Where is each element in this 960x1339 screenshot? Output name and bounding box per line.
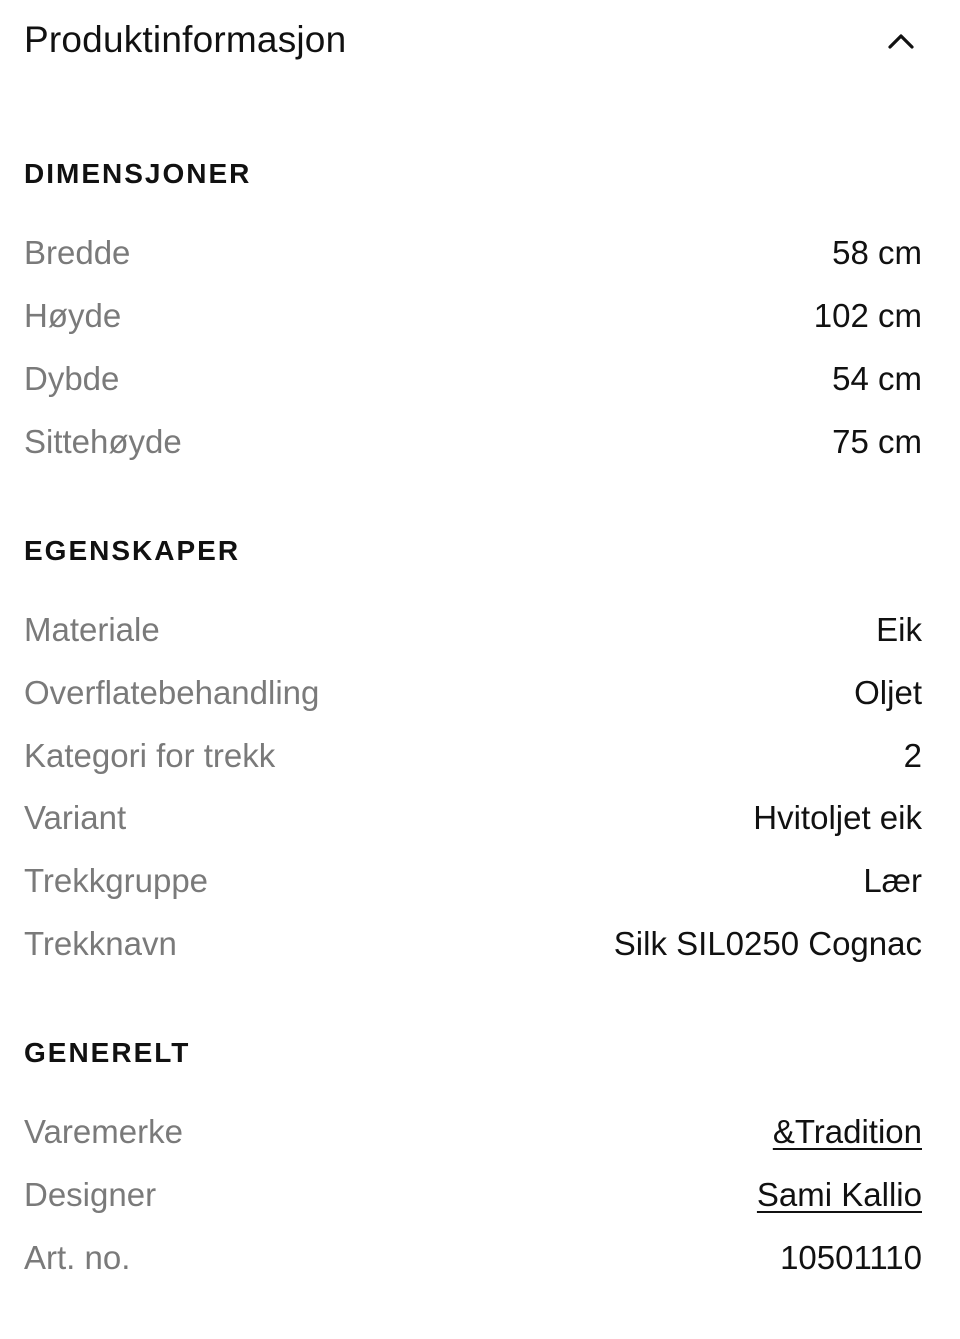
- spec-label: Sittehøyde: [24, 423, 182, 460]
- section-title-general: GENERELT: [24, 1037, 191, 1068]
- spec-value: 58 cm: [832, 234, 922, 271]
- section-title-dimensions: DIMENSJONER: [24, 158, 252, 189]
- spec-label: Varemerke: [24, 1113, 183, 1150]
- spec-label: Materiale: [24, 611, 160, 648]
- spec-label: Trekkgruppe: [24, 862, 209, 899]
- spec-label: Overflatebehandling: [24, 674, 320, 711]
- spec-value: 75 cm: [832, 423, 922, 460]
- spec-row-upholstery-group: [24, 856, 922, 906]
- spec-label: Art. no.: [24, 1239, 131, 1276]
- spec-label: Dybde: [24, 360, 120, 397]
- section-title-properties: EGENSKAPER: [24, 535, 241, 566]
- spec-value: 102 cm: [813, 297, 922, 334]
- spec-value: Oljet: [854, 674, 922, 711]
- spec-row-seat-height: [24, 417, 922, 467]
- spec-label: Bredde: [24, 234, 131, 271]
- spec-value: 54 cm: [832, 360, 922, 397]
- collapse-toggle-button[interactable]: [878, 18, 924, 64]
- brand-link[interactable]: &Tradition: [772, 1113, 922, 1150]
- spec-row-article-number: [24, 1233, 922, 1283]
- spec-value: 2: [903, 737, 922, 774]
- spec-label: Kategori for trekk: [24, 737, 276, 774]
- spec-row-upholstery-category: [24, 731, 922, 781]
- spec-label: Variant: [24, 799, 127, 836]
- spec-row-brand: [24, 1107, 922, 1157]
- spec-label: Designer: [24, 1176, 157, 1213]
- spec-value: Lær: [863, 862, 922, 899]
- spec-value: Hvitoljet eik: [753, 799, 922, 836]
- spec-row-variant: [24, 793, 922, 843]
- spec-row-surface-treatment: [24, 668, 922, 718]
- spec-row-depth: [24, 354, 922, 404]
- spec-row-material: [24, 605, 922, 655]
- spec-value: Eik: [876, 611, 922, 648]
- spec-row-upholstery-name: [24, 919, 922, 969]
- spec-row-width: [24, 228, 922, 278]
- spec-value: 10501110: [780, 1239, 922, 1276]
- spec-row-designer: [24, 1170, 922, 1220]
- spec-row-height: [24, 291, 922, 341]
- accordion-header[interactable]: [0, 0, 960, 80]
- page-title: Produktinformasjon: [24, 19, 347, 60]
- spec-label: Høyde: [24, 297, 122, 334]
- designer-link[interactable]: Sami Kallio: [756, 1176, 922, 1213]
- chevron-up-icon: [886, 31, 916, 51]
- spec-label: Trekknavn: [24, 925, 177, 962]
- spec-value: Silk SIL0250 Cognac: [613, 925, 922, 962]
